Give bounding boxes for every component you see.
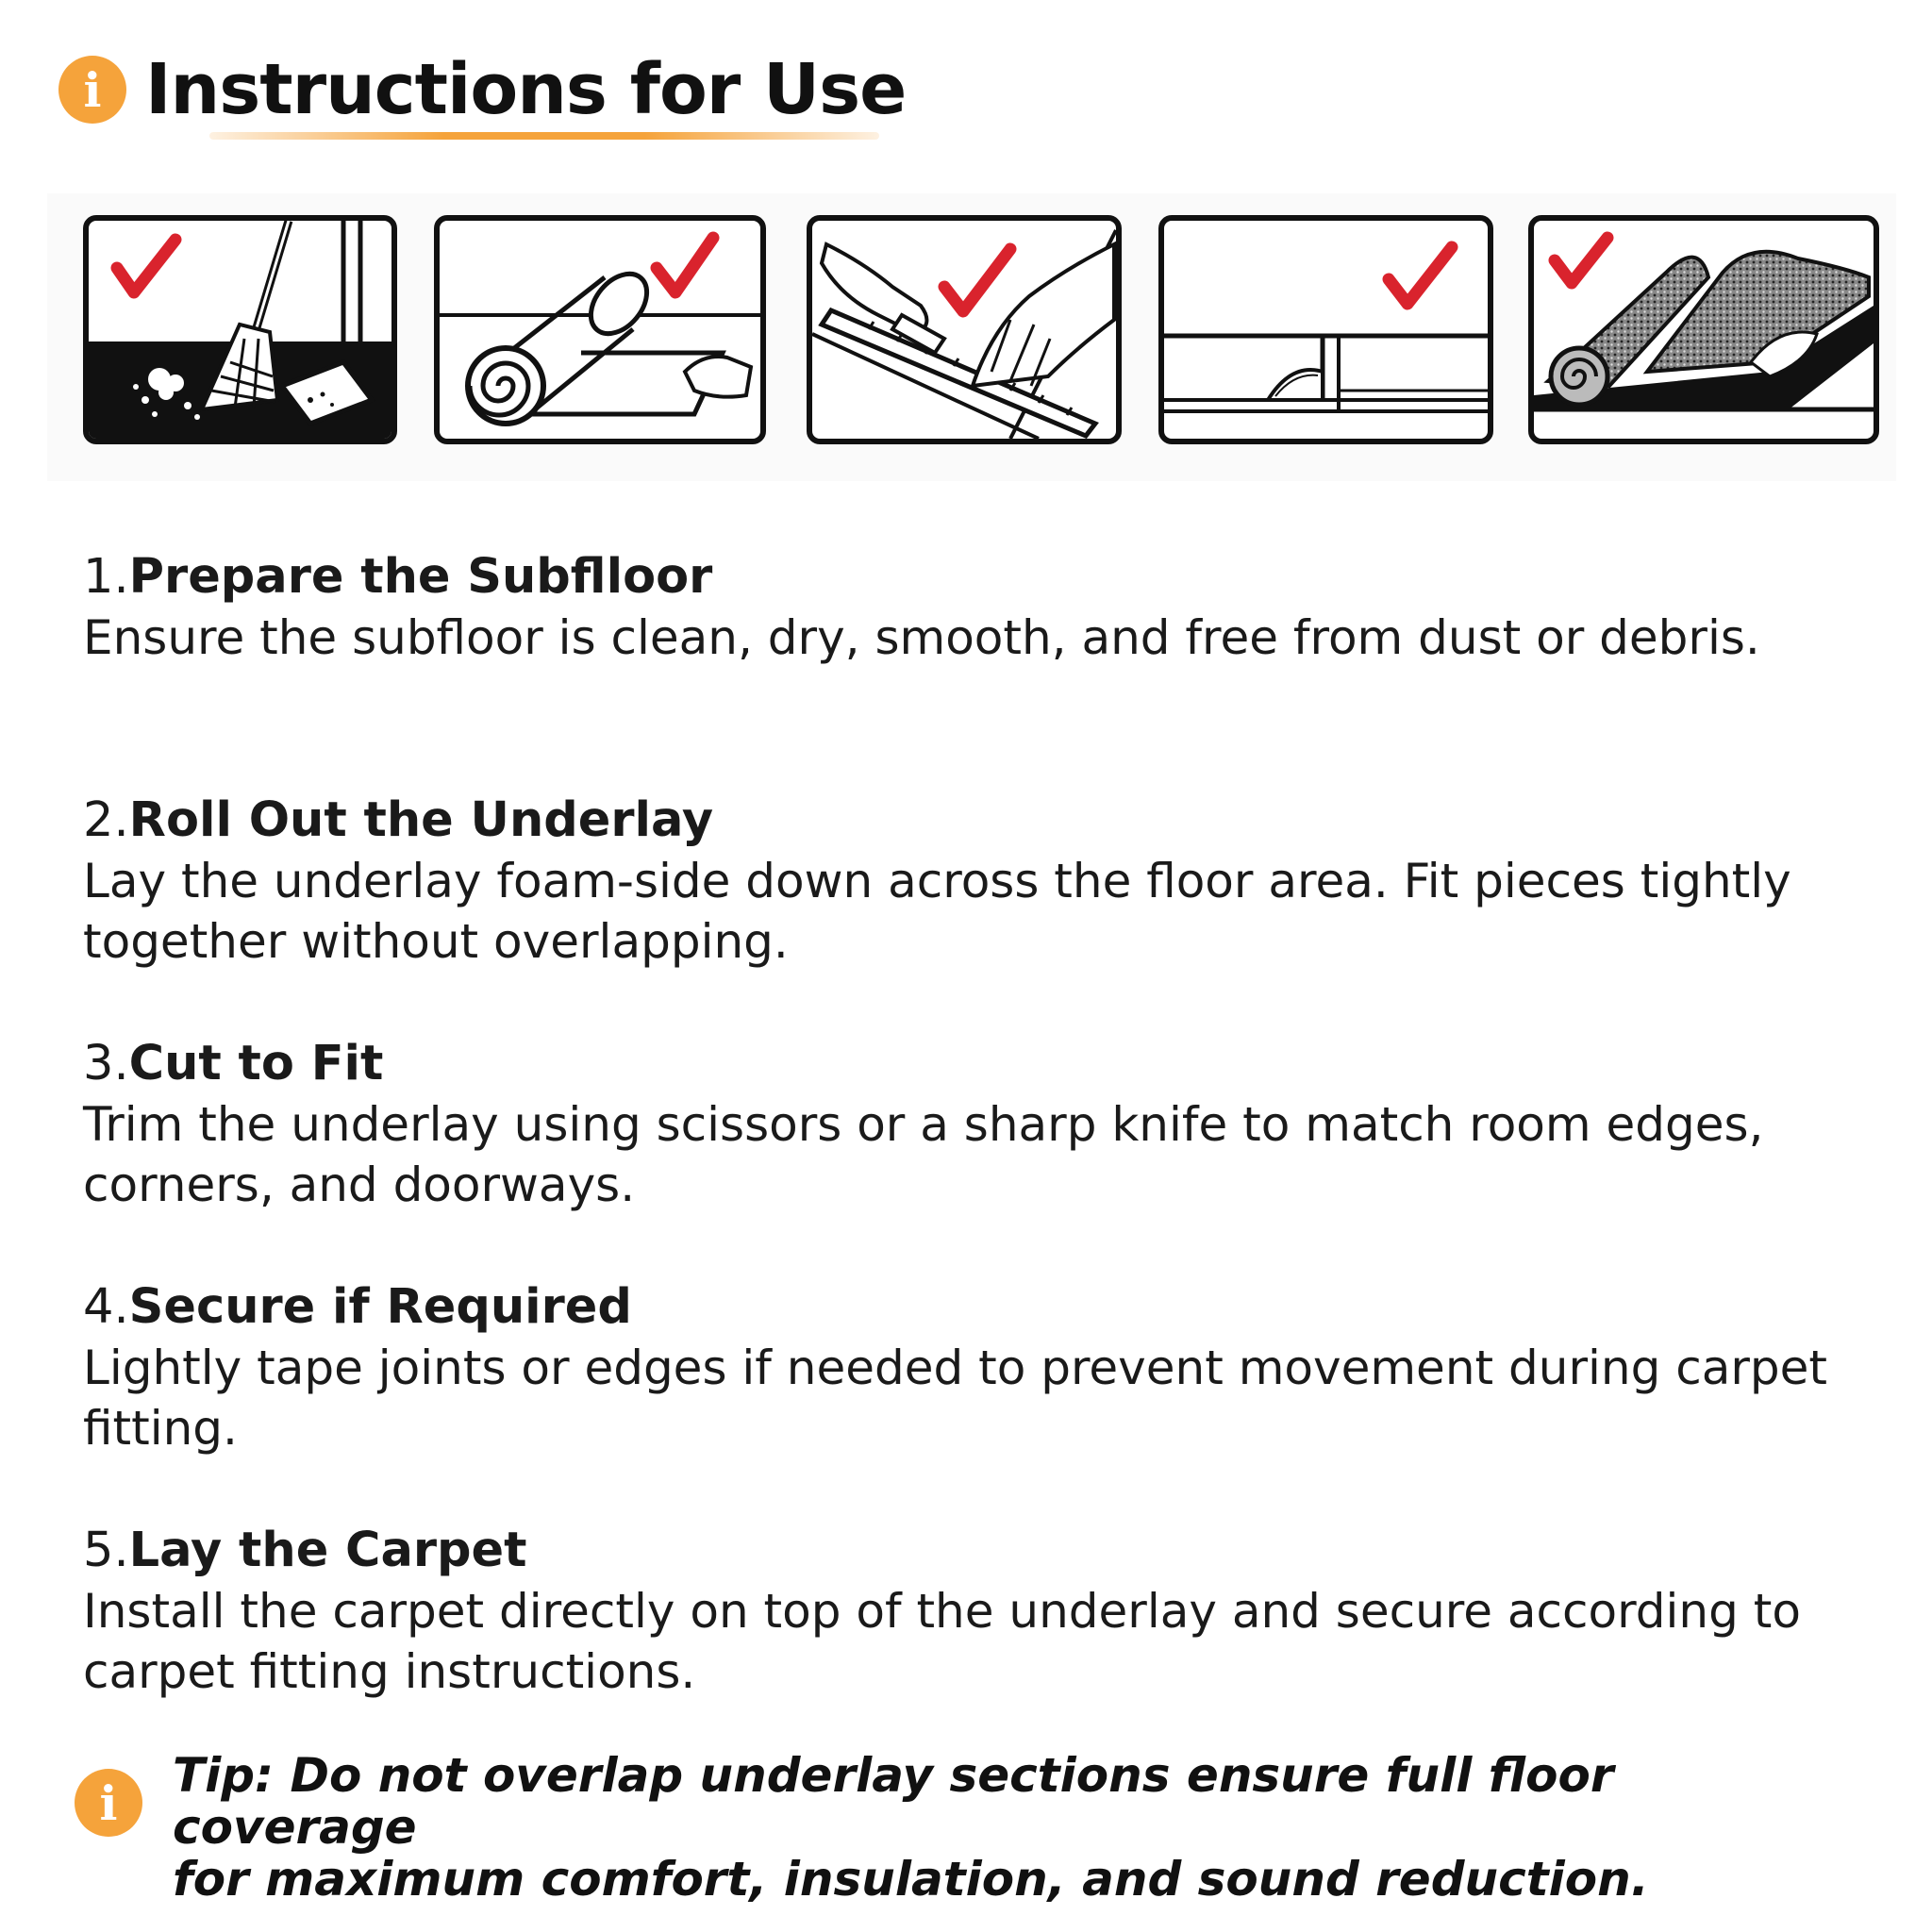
- info-icon: i: [58, 56, 126, 124]
- tip-line-1: Tip: Do not overlap underlay sections ensure full floor coverage: [173, 1748, 1614, 1855]
- red-check-icon: [1389, 247, 1452, 304]
- info-icon: i: [75, 1769, 142, 1837]
- step-number: 5.: [83, 1523, 129, 1578]
- step-4: [83, 1277, 1904, 1521]
- step-heading: [83, 1521, 1904, 1581]
- page-title: Instructions for Use: [145, 49, 907, 130]
- red-check-icon: [117, 240, 175, 292]
- step-number: 2.: [83, 792, 129, 848]
- unrolling-underlay-icon: [440, 221, 760, 439]
- step-number: 1.: [83, 549, 129, 605]
- panel-cut-to-fit: [807, 215, 1122, 444]
- step-description: Install the carpet directly on top of the underlay and secure according to carpet fitting instructions.: [83, 1584, 1801, 1699]
- step-heading: [83, 791, 1904, 851]
- tip-callout: [71, 1748, 1863, 1907]
- step-title: Cut to Fit: [128, 1036, 384, 1091]
- step-description: Lightly tape joints or edges if needed to prevent movement during carpet fitting.: [83, 1341, 1827, 1456]
- step-heading: [83, 1034, 1904, 1094]
- steps-list: [83, 547, 1904, 1764]
- broom-sweeping-dust-icon: [89, 221, 391, 439]
- step-1: [83, 547, 1904, 791]
- step-title: Prepare the Subflloor: [128, 549, 713, 605]
- carpet-roll-on-underlay-icon: [1534, 221, 1874, 439]
- step-heading: [83, 1277, 1904, 1338]
- step-title: Lay the Carpet: [128, 1523, 527, 1578]
- step-title: Roll Out the Underlay: [128, 792, 714, 848]
- step-number: 4.: [83, 1279, 129, 1335]
- step-description: Trim the underlay using scissors or a sharp knife to match room edges, corners, and doorways.: [83, 1097, 1764, 1212]
- red-check-icon: [944, 249, 1010, 311]
- panel-secure-if-required: [1158, 215, 1493, 444]
- step-5: [83, 1521, 1904, 1764]
- step-title: Secure if Required: [128, 1279, 632, 1335]
- step-heading: [83, 547, 1904, 608]
- red-check-icon: [657, 238, 713, 292]
- panel-lay-the-carpet: [1528, 215, 1879, 444]
- red-check-icon: [1555, 238, 1607, 283]
- panel-roll-out-underlay: [434, 215, 766, 444]
- panel-prepare-subfloor: [83, 215, 397, 444]
- step-2: [83, 791, 1904, 1034]
- step-3: [83, 1034, 1904, 1277]
- header: [58, 45, 908, 140]
- tip-line-2: for maximum comfort, insulation, and sound reduction.: [173, 1852, 1649, 1907]
- step-description: Lay the underlay foam-side down across the floor area. Fit pieces tightly together without overlapping.: [83, 854, 1791, 969]
- illustration-strip: [47, 193, 1896, 481]
- step-number: 3.: [83, 1036, 129, 1091]
- tip-text: [173, 1750, 1863, 1906]
- title-underline: [209, 132, 879, 140]
- step-description: Ensure the subfloor is clean, dry, smooth, and free from dust or debris.: [83, 610, 1760, 665]
- taped-joint-icon: [1164, 221, 1488, 439]
- knife-cutting-with-ruler-icon: [812, 221, 1116, 439]
